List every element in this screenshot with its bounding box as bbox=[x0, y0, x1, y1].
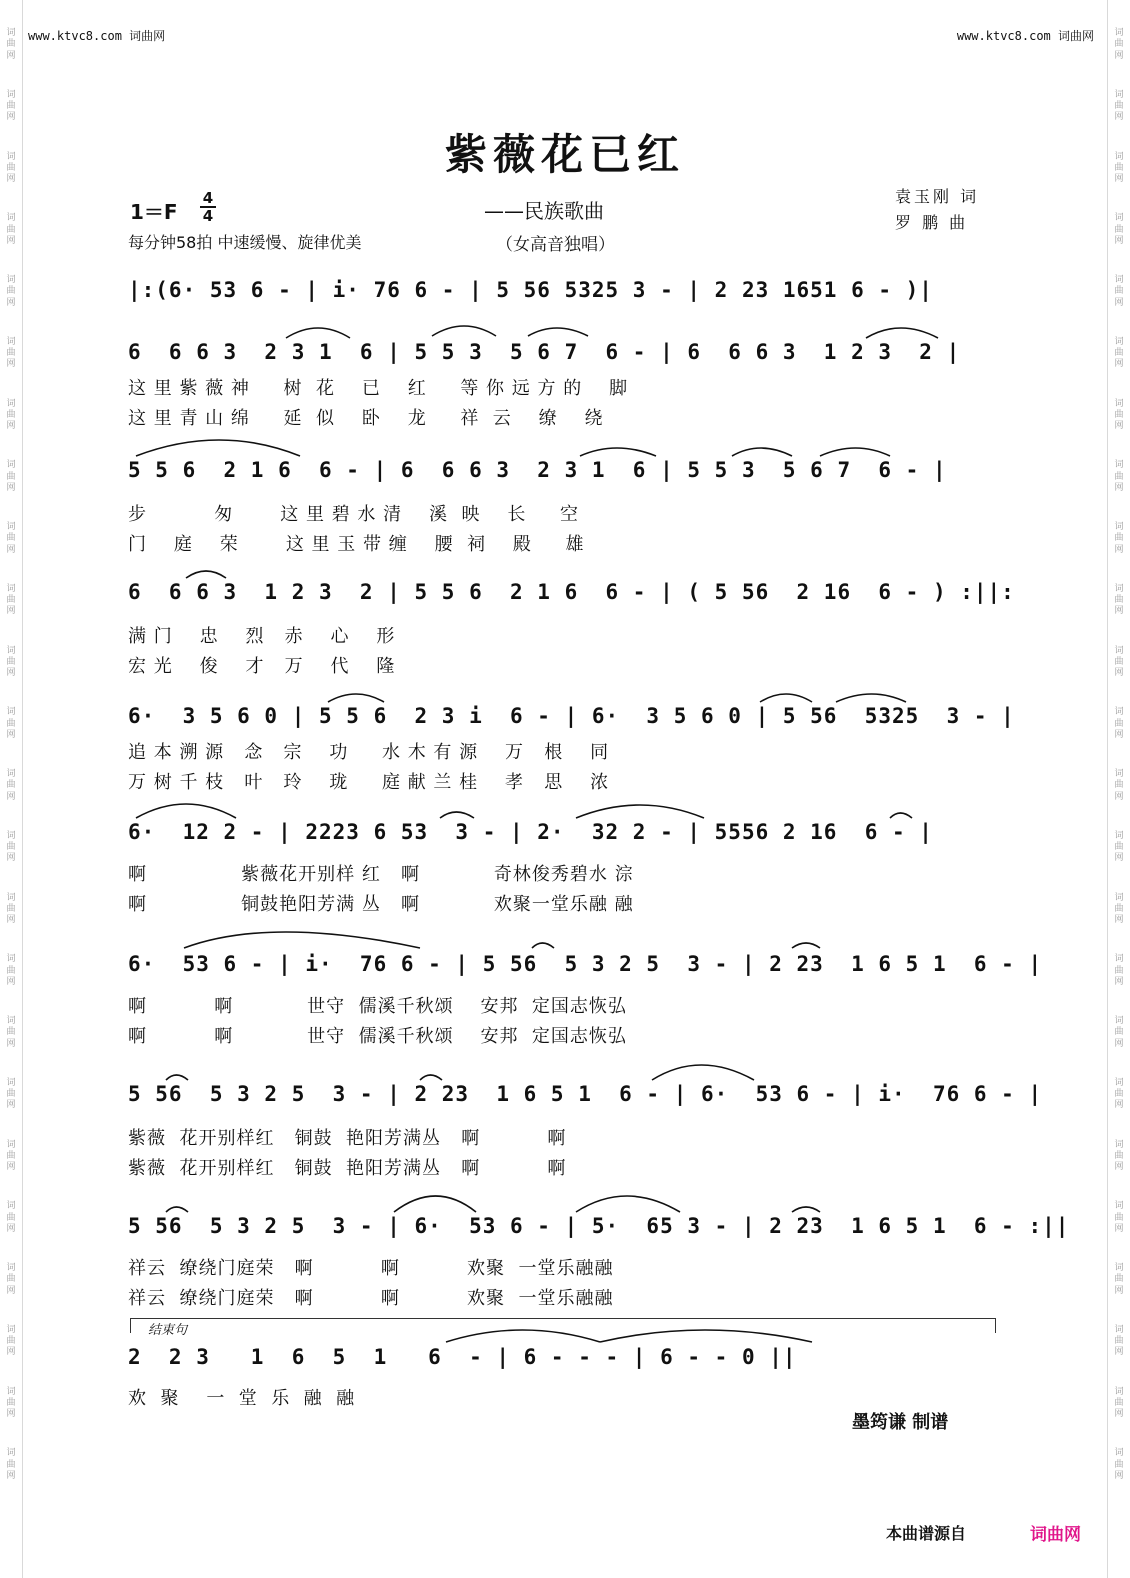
watermark-text: 词曲网 bbox=[6, 1139, 16, 1172]
slur-curve bbox=[732, 448, 792, 456]
slur-curve bbox=[866, 328, 938, 338]
slur-curve bbox=[792, 943, 820, 948]
notation-line: 6· 12 2 - | 2223 6 53 3 - | 2· 32 2 - | 5556 2 16 6 - | bbox=[128, 820, 933, 844]
site-url-left[interactable]: www.ktvc8.com 词曲网 bbox=[28, 29, 166, 43]
notation-line: 5 56 5 3 2 5 3 - | 2 23 1 6 5 1 6 - | 6· 53 6 - | i· 76 6 - | bbox=[128, 1082, 1043, 1106]
lyric-line-verse-1: 啊 紫薇花开别样 红 啊 奇林俊秀碧水 淙 bbox=[128, 864, 634, 885]
watermark-text: 词曲网 bbox=[6, 1077, 16, 1111]
site-url-right[interactable]: www.ktvc8.com 词曲网 bbox=[956, 29, 1094, 43]
slur-curve bbox=[184, 932, 420, 948]
slur-curve bbox=[394, 1196, 476, 1212]
footer-source-label: 本曲谱源自 bbox=[886, 1524, 967, 1543]
slur-curve bbox=[440, 812, 474, 818]
slur-curve bbox=[136, 804, 236, 818]
watermark-text: 词曲网 bbox=[1114, 336, 1124, 370]
watermark-text: 词曲网 bbox=[1114, 89, 1124, 123]
lyric-line-verse-1: 紫薇 花开别样红 铜鼓 艳阳芳满丛 啊 啊 bbox=[128, 1128, 567, 1149]
lyric-line-verse-2: 门 庭 荣 这 里 玉 带 缠 腰 祠 殿 雄 bbox=[128, 534, 585, 555]
lyric-line-verse-2: 啊 啊 世守 儒溪千秋颂 安邦 定国志恢弘 bbox=[128, 1026, 627, 1047]
slur-curve bbox=[890, 813, 912, 818]
lyricist-credit: 袁玉刚 词 bbox=[895, 187, 980, 206]
lyric-line-verse-2: 啊 铜鼓艳阳芳满 丛 啊 欢聚一堂乐融 融 bbox=[128, 894, 634, 915]
ending-label: 结束句 bbox=[148, 1323, 188, 1338]
lyric-line-verse-2: 祥云 缭绕门庭荣 啊 啊 欢聚 一堂乐融融 bbox=[128, 1288, 614, 1309]
voice-type: （女高音独唱） bbox=[496, 235, 615, 255]
lyric-line-verse-2: 万 树 千 枝 叶 玲 珑 庭 献 兰 桂 孝 思 浓 bbox=[128, 772, 610, 793]
slur-curve bbox=[792, 1207, 820, 1212]
watermark-text: 词曲网 bbox=[1114, 1263, 1124, 1296]
watermark-text: 词曲网 bbox=[6, 398, 16, 431]
watermark-text: 词曲网 bbox=[1114, 213, 1124, 246]
watermark-text: 词曲网 bbox=[1114, 1077, 1124, 1111]
lyric-line-verse-1: 步 匆 这 里 碧 水 清 溪 映 长 空 bbox=[128, 504, 579, 525]
watermark-text: 词曲网 bbox=[6, 892, 16, 925]
watermark-text: 词曲网 bbox=[6, 1448, 16, 1481]
slur-curve bbox=[532, 943, 554, 948]
notation-line: 6· 53 6 - | i· 76 6 - | 5 56 5 3 2 5 3 - | 2 23 1 6 5 1 6 - | bbox=[128, 952, 1043, 976]
watermark-text: 词曲网 bbox=[1114, 1139, 1124, 1172]
slur-curve bbox=[576, 1196, 680, 1212]
lyric-line-verse-1: 欢 聚 一 堂 乐 融 融 bbox=[128, 1388, 356, 1409]
slur-curve bbox=[166, 1075, 188, 1080]
song-subtitle: ——民族歌曲 bbox=[484, 199, 604, 223]
watermark-text: 词曲网 bbox=[1114, 1386, 1124, 1419]
lyric-line-verse-1: 满 门 忠 烈 赤 心 形 bbox=[128, 626, 396, 647]
lyric-line-verse-1: 啊 啊 世守 儒溪千秋颂 安邦 定国志恢弘 bbox=[128, 996, 627, 1017]
lyric-line-verse-2: 这 里 青 山 绵 延 似 卧 龙 祥 云 缭 绕 bbox=[128, 408, 604, 429]
slur-curve bbox=[166, 1207, 188, 1212]
lyric-line-verse-2: 宏 光 俊 才 万 代 隆 bbox=[128, 656, 396, 677]
watermark-text: 词曲网 bbox=[6, 213, 16, 246]
slur-curve bbox=[528, 328, 588, 336]
slur-curve bbox=[652, 1065, 754, 1080]
watermark-text: 词曲网 bbox=[6, 336, 16, 370]
watermark-text: 词曲网 bbox=[1114, 892, 1124, 925]
lyric-line-verse-1: 追 本 溯 源 念 宗 功 水 木 有 源 万 根 同 bbox=[128, 742, 610, 763]
slur-curve bbox=[432, 326, 496, 336]
tempo-marking: 每分钟58拍 中速缓慢、旋律优美 bbox=[128, 233, 362, 252]
footer-brand-link[interactable]: 词曲网 bbox=[1030, 1525, 1081, 1545]
watermark-text: 词曲网 bbox=[6, 645, 16, 678]
arranger-credit: 墨筠谦 制谱 bbox=[852, 1412, 949, 1433]
watermark-text: 词曲网 bbox=[1114, 1448, 1124, 1481]
slur-curve bbox=[576, 805, 704, 818]
watermark-text: 词曲网 bbox=[1114, 398, 1124, 431]
watermark-text: 词曲网 bbox=[1114, 522, 1124, 555]
slur-curve bbox=[580, 448, 656, 456]
watermark-text: 词曲网 bbox=[1114, 1324, 1124, 1358]
watermark-text: 词曲网 bbox=[6, 460, 16, 493]
notation-line: 5 5 6 2 1 6 6 - | 6 6 6 3 2 3 1 6 | 5 5 3 5 6 7 6 - | bbox=[128, 458, 947, 482]
watermark-text: 词曲网 bbox=[1114, 645, 1124, 678]
slur-curve bbox=[136, 440, 300, 456]
watermark-text: 词曲网 bbox=[1114, 151, 1124, 184]
watermark-text: 词曲网 bbox=[6, 707, 16, 740]
watermark-text: 词曲网 bbox=[1114, 275, 1124, 308]
slur-curve bbox=[600, 1330, 812, 1342]
key-signature: 1＝F bbox=[130, 200, 178, 224]
notation-line: 6 6 6 3 2 3 1 6 | 5 5 3 5 6 7 6 - | 6 6 6 3 1 2 3 2 | bbox=[128, 340, 961, 364]
lyric-line-verse-2: 紫薇 花开别样红 铜鼓 艳阳芳满丛 啊 啊 bbox=[128, 1158, 567, 1179]
watermark-text: 词曲网 bbox=[1114, 1201, 1124, 1234]
watermark-text: 词曲网 bbox=[6, 1201, 16, 1234]
slur-curve bbox=[420, 1075, 442, 1080]
watermark-text: 词曲网 bbox=[6, 769, 16, 802]
composer-credit: 罗 鹏 曲 bbox=[895, 213, 969, 232]
notation-line: |:(6· 53 6 - | i· 76 6 - | 5 56 5325 3 - | 2 23 1651 6 - )| bbox=[128, 278, 933, 302]
watermark-text: 词曲网 bbox=[1114, 707, 1124, 740]
slur-curve bbox=[186, 571, 226, 578]
slur-curve bbox=[446, 1330, 600, 1342]
watermark-text: 词曲网 bbox=[6, 151, 16, 184]
watermark-text: 词曲网 bbox=[6, 583, 16, 617]
slur-curve bbox=[836, 694, 906, 702]
notation-line: 6 6 6 3 1 2 3 2 | 5 5 6 2 1 6 6 - | ( 5 56 2 16 6 - ) :||: bbox=[128, 580, 1015, 604]
watermark-text: 词曲网 bbox=[6, 275, 16, 308]
watermark-text: 词曲网 bbox=[6, 28, 16, 61]
watermark-text: 词曲网 bbox=[6, 954, 16, 987]
watermark-text: 词曲网 bbox=[1114, 769, 1124, 802]
watermark-text: 词曲网 bbox=[6, 1263, 16, 1296]
watermark-text: 词曲网 bbox=[1114, 830, 1124, 864]
slur-curve bbox=[328, 694, 384, 702]
notation-line: 2 2 3 1 6 5 1 6 - | 6 - - - | 6 - - 0 || bbox=[128, 1345, 797, 1369]
slur-curve bbox=[820, 448, 890, 456]
watermark-text: 词曲网 bbox=[6, 1016, 16, 1049]
slur-curve bbox=[760, 694, 812, 702]
watermark-text: 词曲网 bbox=[1114, 583, 1124, 617]
watermark-text: 词曲网 bbox=[1114, 28, 1124, 61]
notation-line: 5 56 5 3 2 5 3 - | 6· 53 6 - | 5· 65 3 - | 2 23 1 6 5 1 6 - :|| bbox=[128, 1214, 1070, 1238]
watermark-text: 词曲网 bbox=[1114, 460, 1124, 493]
lyric-line-verse-1: 祥云 缭绕门庭荣 啊 啊 欢聚 一堂乐融融 bbox=[128, 1258, 614, 1279]
time-signature-bottom: 4 bbox=[202, 207, 214, 225]
watermark-text: 词曲网 bbox=[6, 830, 16, 864]
time-signature-top: 4 bbox=[202, 189, 214, 207]
notation-line: 6· 3 5 6 0 | 5 5 6 2 3 i 6 - | 6· 3 5 6 0 | 5 56 5325 3 - | bbox=[128, 704, 1015, 728]
lyric-line-verse-1: 这 里 紫 薇 神 树 花 已 红 等 你 远 方 的 脚 bbox=[128, 378, 629, 399]
watermark-text: 词曲网 bbox=[6, 522, 16, 555]
watermark-text: 词曲网 bbox=[6, 89, 16, 123]
slur-curve bbox=[286, 328, 350, 338]
song-title: 紫薇花已红 bbox=[444, 130, 685, 179]
watermark-text: 词曲网 bbox=[1114, 954, 1124, 987]
watermark-text: 词曲网 bbox=[6, 1386, 16, 1419]
watermark-text: 词曲网 bbox=[6, 1324, 16, 1358]
watermark-text: 词曲网 bbox=[1114, 1016, 1124, 1049]
